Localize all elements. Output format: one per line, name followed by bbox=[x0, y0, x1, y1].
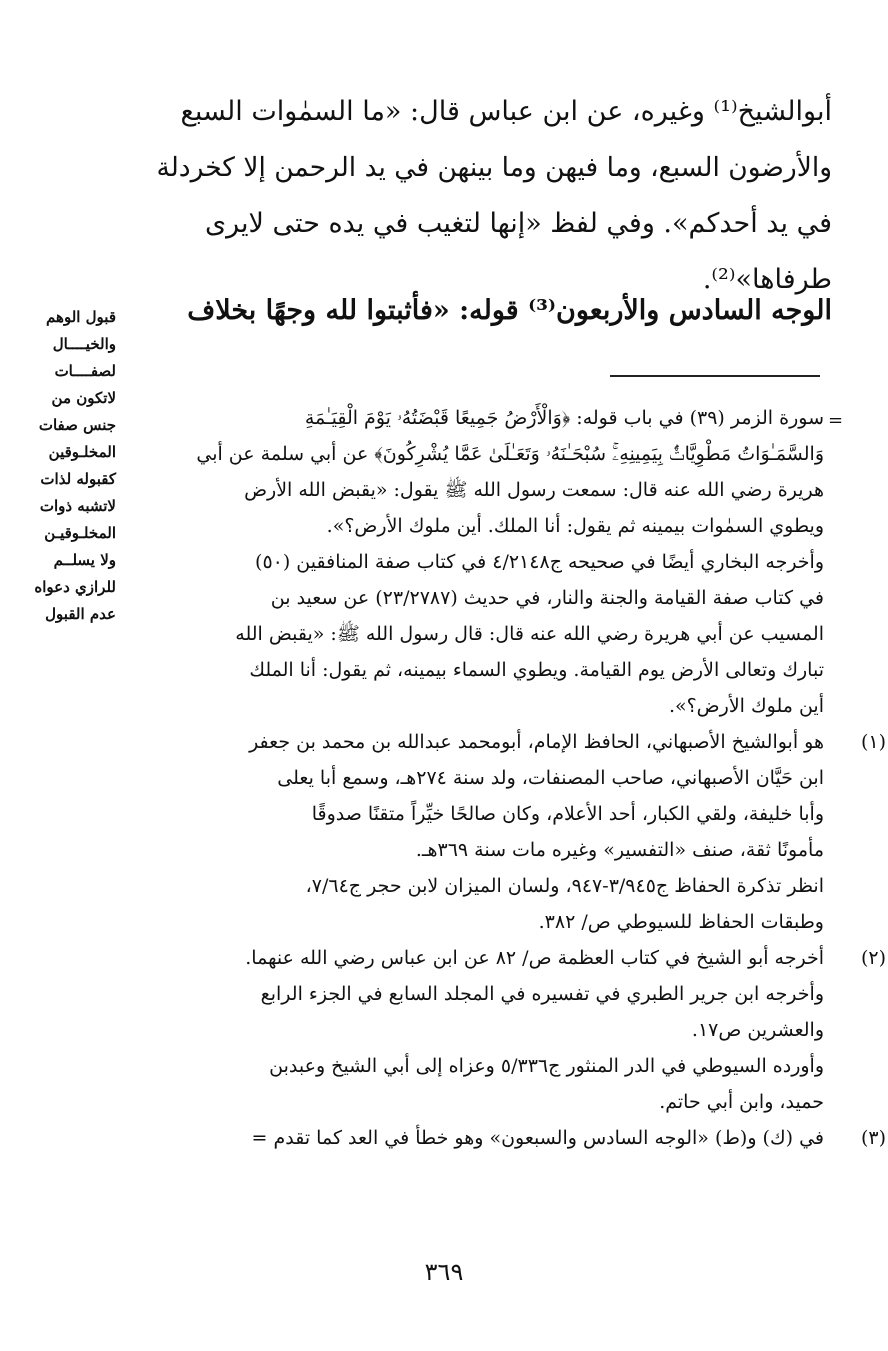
continuation-mark: = bbox=[828, 410, 844, 431]
page-number: ٣٦٩ bbox=[424, 1258, 464, 1286]
footnote-line: أين ملوك الأرض؟». bbox=[668, 695, 824, 717]
footnotes bbox=[152, 400, 886, 1156]
footnote-line: وأورده السيوطي في الدر المنثور ج٥/٣٣٦ وعزاه إلى أبي الشيخ وعبدبن bbox=[269, 1055, 824, 1077]
footnote-3 bbox=[152, 1120, 886, 1156]
footnote-line: والعشرين ص١٧. bbox=[691, 1019, 824, 1041]
main-line: أبوالشيخ⁽¹⁾ وغيره، عن ابن عباس قال: «ما السمٰوات السبع bbox=[180, 96, 832, 127]
main-text bbox=[152, 84, 832, 308]
margin-note-line: المخلـوقيـن bbox=[44, 524, 116, 542]
margin-note-line: لاتكون من bbox=[51, 389, 116, 407]
margin-note-line: والخيــــال bbox=[52, 335, 116, 353]
footnote-line: حميد، وابن أبي حاتم. bbox=[659, 1091, 824, 1113]
main-line: والأرضون السبع، وما فيهن وما بينهن في يد الرحمن إلا كخردلة bbox=[156, 152, 832, 183]
footnote-line: ابن حَيَّان الأصبهاني، صاحب المصنفات، ولد سنة ٢٧٤هـ، وسمع أبا يعلى bbox=[277, 767, 824, 789]
footnote-line: أخرجه أبو الشيخ في كتاب العظمة ص/ ٨٢ عن ابن عباس رضي الله عنهما. bbox=[245, 947, 824, 969]
footnote-line: مأمونًا ثقة، صنف «التفسير» وغيره مات سنة ٣٦٩هـ. bbox=[415, 839, 824, 861]
footnote-continuation bbox=[152, 400, 824, 724]
margin-note-line: المخلـوقين bbox=[48, 443, 116, 461]
footnote-line: وأخرجه البخاري أيضًا في صحيحه ج٤/٢١٤٨ في كتاب صفة المنافقين (٥٠) bbox=[255, 551, 824, 573]
footnote-line: في كتاب صفة القيامة والجنة والنار، في حديث (٢٣/٢٧٨٧) عن سعيد بن bbox=[270, 587, 824, 609]
footnote-number: (١) bbox=[860, 731, 886, 753]
footnote-line: ويطوي السمٰوات بيمينه ثم يقول: أنا الملك. أين ملوك الأرض؟». bbox=[326, 515, 824, 537]
margin-note bbox=[18, 304, 116, 628]
footnote-line: وأخرجه ابن جرير الطبري في تفسيره في المجلد السابع في الجزء الرابع bbox=[260, 983, 824, 1005]
footnote-number: (٣) bbox=[860, 1127, 886, 1149]
margin-note-line: عدم القبول bbox=[45, 605, 116, 623]
footnote-line: هو أبوالشيخ الأصبهاني، الحافظ الإمام، أبومحمد عبدالله بن محمد بن جعفر bbox=[249, 731, 824, 753]
footnote-line: تبارك وتعالى الأرض يوم القيامة. ويطوي السماء بيمينه، ثم يقول: أنا الملك bbox=[249, 659, 824, 681]
footnote-line: المسيب عن أبي هريرة رضي الله عنه قال: قال رسول الله ﷺ: «يقبض الله bbox=[235, 623, 824, 645]
margin-note-line: لاتشبه ذوات bbox=[39, 497, 116, 515]
footnote-2 bbox=[152, 940, 886, 1120]
margin-note-line: قبول الوهم bbox=[46, 308, 116, 326]
margin-note-line: كقبوله لذات bbox=[40, 470, 116, 488]
margin-note-line: للرازي دعواه bbox=[34, 578, 116, 596]
margin-note-line: ولا يسلــم bbox=[53, 551, 116, 569]
footnote-line: وَالسَّمَـٰوَاتُ مَطْوِيَّاتٌۢ بِيَمِينِهِۦۚ سُبْحَـٰنَهُۥ وَتَعَـٰلَىٰ عَمَّا يُشْرِكُونَ﴾ عن أبي سلمة عن أبي bbox=[196, 443, 824, 465]
footnote-line: في (ك) و(ط) «الوجه السادس والسبعون» وهو خطأ في العد كما تقدم = bbox=[251, 1127, 824, 1149]
main-line: طرفاها»⁽²⁾. bbox=[702, 264, 832, 295]
margin-note-line: لصفــــات bbox=[54, 362, 116, 380]
footnote-separator bbox=[610, 375, 820, 377]
footnote-line: وطبقات الحفاظ للسيوطي ص/ ٣٨٢. bbox=[538, 911, 824, 933]
margin-note-line: جنس صفات bbox=[38, 416, 116, 434]
footnote-line: وأبا خليفة، ولقي الكبار، أحد الأعلام، وكان صالحًا خيِّراً متقنًا صدوقًا bbox=[311, 803, 824, 825]
main-line: في يد أحدكم». وفي لفظ «إنها لتغيب في يده حتى لايرى bbox=[205, 208, 832, 239]
footnote-line: سورة الزمر (٣٩) في باب قوله: ﴿وَالْأَرْضُ جَمِيعًا قَبْضَتُهُۥ يَوْمَ الْقِيَـٰمَةِ bbox=[304, 407, 824, 429]
footnote-line: هريرة رضي الله عنه قال: سمعت رسول الله ﷺ يقول: «يقبض الله الأرض bbox=[244, 479, 824, 501]
footnote-line: انظر تذكرة الحفاظ ج٣/٩٤٥-٩٤٧، ولسان الميزان لابن حجر ج٧/٦٤، bbox=[305, 875, 824, 897]
footnote-1 bbox=[152, 724, 886, 940]
footnote-number: (٢) bbox=[860, 947, 886, 969]
section-heading: الوجه السادس والأربعون⁽³⁾ قوله: «فأثبتوا لله وجهًا بخلاف bbox=[187, 295, 832, 326]
